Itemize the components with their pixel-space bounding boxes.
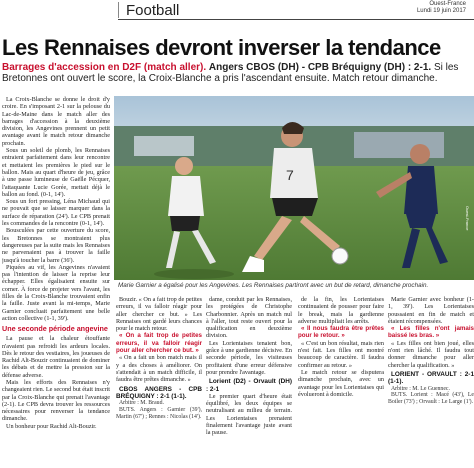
paragraph: La Croix-Blanche se donne le droit d'y croire. En s'imposant 2-1 sur la pelouse du Lac-de-Maine dans le match aller des barrages d'accession à la deuxième division, les Angevines prennent un petit avantage avant le match retour dimanche prochain. (2, 96, 110, 147)
header-separator (118, 2, 119, 18)
standfirst-text: Si les Bretonnes ont ouvert le score, la Croix-Blanche a pris l'ascendant ensuite. Match retour dimanche. (2, 62, 459, 84)
standfirst (2, 62, 472, 84)
match-photo (114, 96, 474, 280)
paragraph: de la fin, les Lorientaises continuaient de pousser pour faire le break, mais la gardienne adverse multipliait les arrêts. (298, 296, 384, 325)
paragraph: Sous un soleil de plomb, les Rennaises entraient parfaitement dans leur rencontre et mettaient les premières le pied sur le ballon. Mais au quart d'heure de jeu, grâce à une passe lumineuse de Gaëlle Pécquer, l'attaquante Lucie Gorée, mettait déjà le ballon au fond. (0-1, 14'). (2, 147, 110, 198)
paragraph: Un bonheur pour Rachid Alt-Bouzir. (6, 422, 97, 430)
column-4 (298, 296, 384, 468)
paragraph: Piquées au vif, les Angevines n'avaient pas l'intention de laisser la reprise leur échapper. Elles égalisaient ensuite sur corner. À force de projeter vers l'avant, les filles de la Croix-Blanche trouvaient enfin la faille. Juste avant la mi-temps, Marie Garnier concluait parfaitement une belle action collective (1-1, 39'). (2, 263, 110, 322)
header-rule (118, 19, 474, 20)
paragraph: Le match retour se disputera dimanche prochain, avec un avantage pour les Lorientaises qui évolueront à domicile. (298, 368, 384, 398)
paragraph: « On a fait un bon match mais il y a des choses à améliorer. On s'attendait à un match difficile, il faudra être prêtes dimanche. » (116, 354, 202, 384)
goals: BUTS. Lorient : Macé (43'), Le Boiler (73') ; Orvault : Le Large (1'). (388, 392, 474, 406)
paragraph: Marie Garnier avec bonheur (1-1, 39'). Les Lorientaises poussaient en fin de match et étaient récompensées. (388, 296, 474, 325)
paragraph: Mais les efforts des Rennaises n'y changeaient rien. Le second but était inscrit par la Croix-Blanche qui prenait l'avantage (2-1). Le CPB devra trouver les ressources nécessaires pour renverser la tendance dimanche. (2, 378, 110, 423)
page-header (0, 0, 474, 20)
standfirst-match: Angers CBOS (DH) - CPB Bréquigny (DH) : 2-1. (208, 62, 432, 73)
referee: Arbitre : M. Le Guennec. (391, 385, 450, 392)
paper-info (417, 1, 466, 15)
svg-text:7: 7 (286, 167, 294, 183)
column-1 (2, 96, 110, 468)
paragraph: Les Lorientaises tenaient bon, grâce à une gardienne décisive. En seconde période, les visiteuses profitaient d'une erreur défensive pour prendre l'avantage. (206, 339, 292, 376)
photo-caption: Marie Garnier a égalisé pour les Angevines. Les Rennaises partiront avec un but de retard, dimanche prochain. (118, 282, 429, 289)
article-headline: Les Rennaises devront inverser la tendance (2, 35, 441, 60)
column-subhead: Une seconde période angevine (2, 324, 108, 334)
match-result: Lorient (D2) - Orvault (DH) : 2-1 (206, 378, 292, 393)
photo-illustration (114, 96, 474, 280)
paragraph: « C'est un bon résultat, mais rien n'est fait. Les filles ont montré beaucoup de caractère. Il faudra confirmer au retour. » (298, 339, 384, 369)
issue-date: Lundi 19 juin 2017 (416, 8, 466, 14)
paragraph: Bousculées par cette ouverture du score, les Bretonnes se montraient plus dangereuses par la suite mais les Rennaises ne parvenaient pas à trouver la faille jusqu'à toucher la barre (36'). (2, 227, 110, 264)
paragraph: « Les filles ont bien joué, elles n'ont rien lâché. Il faudra tout donner dimanche pour aller chercher la qualification. » (388, 339, 474, 369)
referee: Arbitre : M. Braud. (119, 400, 164, 407)
photo-credit: Ouest-France (465, 206, 470, 231)
match-result: CBOS ANGERS - CPB BRÉQUIGNY : 2-1 (1-1). (116, 385, 202, 400)
match-result: LORIENT - ORVAULT : 2-1 (1-1). (388, 370, 474, 386)
paragraph: Sous un fort pressing, Léna Michaud qui ne pouvait que se laisser marquer dans la surface de réparation (24'). Le CPB prenait les commandes de la rencontre (0-1, 14'). (2, 198, 110, 228)
pull-quote: « Les filles n'ont jamais baissé les bras. » (388, 325, 474, 340)
column-5 (388, 296, 474, 468)
column-2 (116, 296, 202, 468)
paragraph: dame, conduit par les Rennaises, les protégées de Christophe Charbonnier. Après un match nul à l'aller, tout reste ouvert pour la qualification en deuxième division. (206, 296, 292, 340)
goals: BUTS. Angers : Garnier (39'), Martin (67') ; Rennes : Nicolas (14'). (116, 406, 202, 420)
pull-quote: « Il nous faudra être prêtes pour le retour. » (298, 325, 384, 340)
column-3 (206, 296, 292, 468)
paragraph: Le premier quart d'heure était équilibré, les deux équipes se neutralisant au milieu de terrain. Les Lorientaises prenaient finalement l'avantage juste avant la pause. (206, 392, 292, 437)
paper-name: Ouest-France (429, 1, 466, 7)
standfirst-category: Barrages d'accession en D2F (match aller). (2, 62, 207, 73)
section-title: Football (126, 2, 180, 19)
paragraph: Bouzir. « On a fait trop de petites erreurs, il va falloir réagir pour aller chercher ce but. » Les Rennaises ont gardé leurs chances pour le match retour. (116, 296, 202, 333)
paragraph: La pause et la chaleur étouffante n'avaient pas refroidi les ardeurs locales. Dès le retour des vestiaires, les joueuses de Rachid Alt-Bouzir continuaient de dominer les débats et de mettre la pression sur la défense adverse. (2, 335, 110, 379)
pull-quote: « On a fait trop de petites erreurs, il va falloir réagir pour aller chercher ce but. » (116, 332, 202, 355)
